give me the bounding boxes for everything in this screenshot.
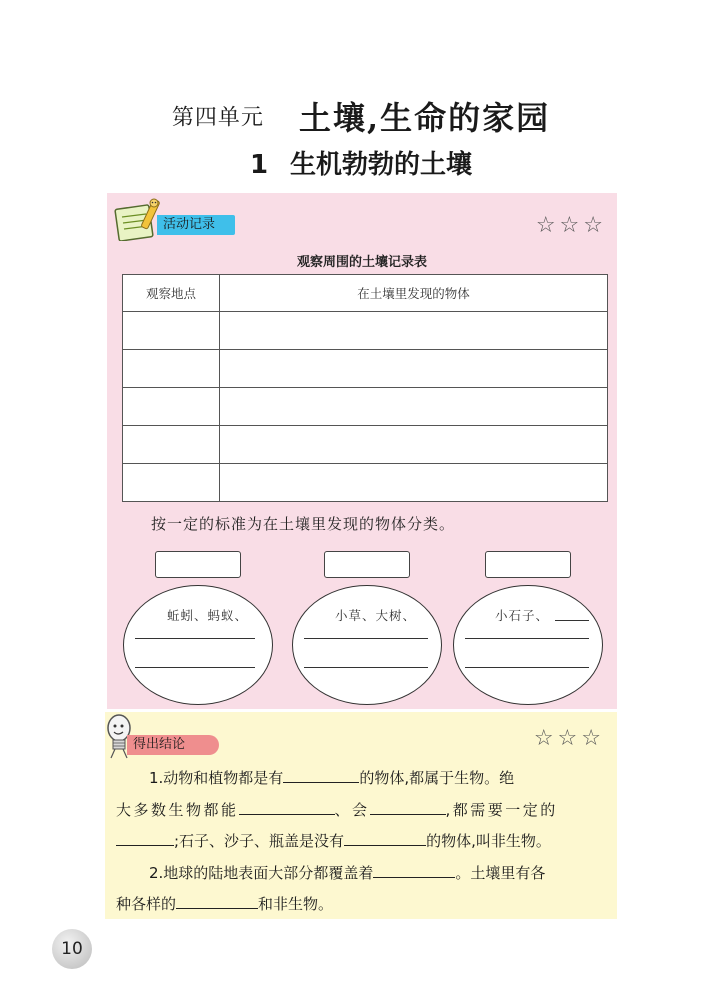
location-cell[interactable]	[123, 426, 220, 464]
category-example-1: 蚯蚓、蚂蚁、	[167, 608, 249, 623]
rating-stars: ☆☆☆	[535, 213, 607, 238]
activity-record-badge: 活动记录	[157, 215, 235, 235]
page-number: 10	[52, 929, 92, 969]
conclusion-line-3: ;石子、沙子、瓶盖是没有 的物体,叫非生物。	[116, 830, 551, 851]
table-row	[123, 350, 608, 388]
location-cell[interactable]	[123, 388, 220, 426]
classification-instruction: 按一定的标准为在土壤里发现的物体分类。	[151, 515, 456, 533]
location-cell[interactable]	[123, 350, 220, 388]
activity-section	[107, 193, 617, 709]
location-cell[interactable]	[123, 312, 220, 350]
unit-title	[0, 93, 722, 139]
category-example-2: 小草、大树、	[335, 608, 417, 623]
observation-table	[122, 274, 608, 502]
objects-cell[interactable]	[220, 464, 608, 502]
col-location-header: 观察地点	[123, 275, 220, 312]
category-ellipse-2	[292, 585, 442, 705]
conclusion-badge: 得出结论	[127, 735, 219, 755]
category-example-3: 小石子、	[495, 608, 550, 623]
fill-blank[interactable]	[370, 800, 446, 815]
objects-cell[interactable]	[220, 388, 608, 426]
answer-line[interactable]	[135, 667, 255, 668]
fill-blank[interactable]	[116, 831, 174, 846]
col-objects-header: 在土壤里发现的物体	[220, 275, 608, 312]
category-label-box-3[interactable]	[485, 551, 571, 578]
rating-stars: ☆☆☆	[533, 726, 605, 751]
answer-line[interactable]	[304, 638, 428, 639]
objects-cell[interactable]	[220, 426, 608, 464]
category-label-box-2[interactable]	[324, 551, 410, 578]
answer-line[interactable]	[135, 638, 255, 639]
lesson-name: 生机勃勃的土壤	[290, 150, 473, 180]
table-row	[123, 464, 608, 502]
answer-line[interactable]	[555, 620, 589, 621]
table-row	[123, 312, 608, 350]
table-row	[123, 388, 608, 426]
objects-cell[interactable]	[220, 350, 608, 388]
answer-line[interactable]	[304, 667, 428, 668]
fill-blank[interactable]	[344, 831, 426, 846]
conclusion-line-5: 种各样的 和非生物。	[116, 895, 334, 913]
answer-line[interactable]	[465, 638, 589, 639]
fill-blank[interactable]	[283, 768, 359, 783]
table-row	[123, 426, 608, 464]
conclusion-section	[105, 712, 617, 919]
fill-blank[interactable]	[373, 863, 455, 878]
conclusion-line-1: 1.动物和植物都是有 的物体,都属于生物。绝	[149, 769, 515, 787]
table-title: 观察周围的土壤记录表	[296, 255, 427, 270]
category-ellipse-1	[123, 585, 273, 705]
conclusion-line-4: 2.地球的陆地表面大部分都覆盖着 。土壤里有各	[149, 864, 546, 882]
lesson-title	[0, 144, 722, 181]
table-header-row	[123, 275, 608, 312]
objects-cell[interactable]	[220, 312, 608, 350]
unit-label: 第四单元	[171, 105, 264, 131]
category-label-box-1[interactable]	[155, 551, 241, 578]
location-cell[interactable]	[123, 464, 220, 502]
unit-name: 土壤,生命的家园	[298, 99, 551, 137]
conclusion-line-2: 大多数生物都能 、会 ,都需要一定的	[116, 801, 558, 819]
fill-blank[interactable]	[176, 894, 258, 909]
lesson-number: 1	[249, 150, 269, 180]
answer-line[interactable]	[465, 667, 589, 668]
fill-blank[interactable]	[239, 800, 335, 815]
category-ellipse-3	[453, 585, 603, 705]
